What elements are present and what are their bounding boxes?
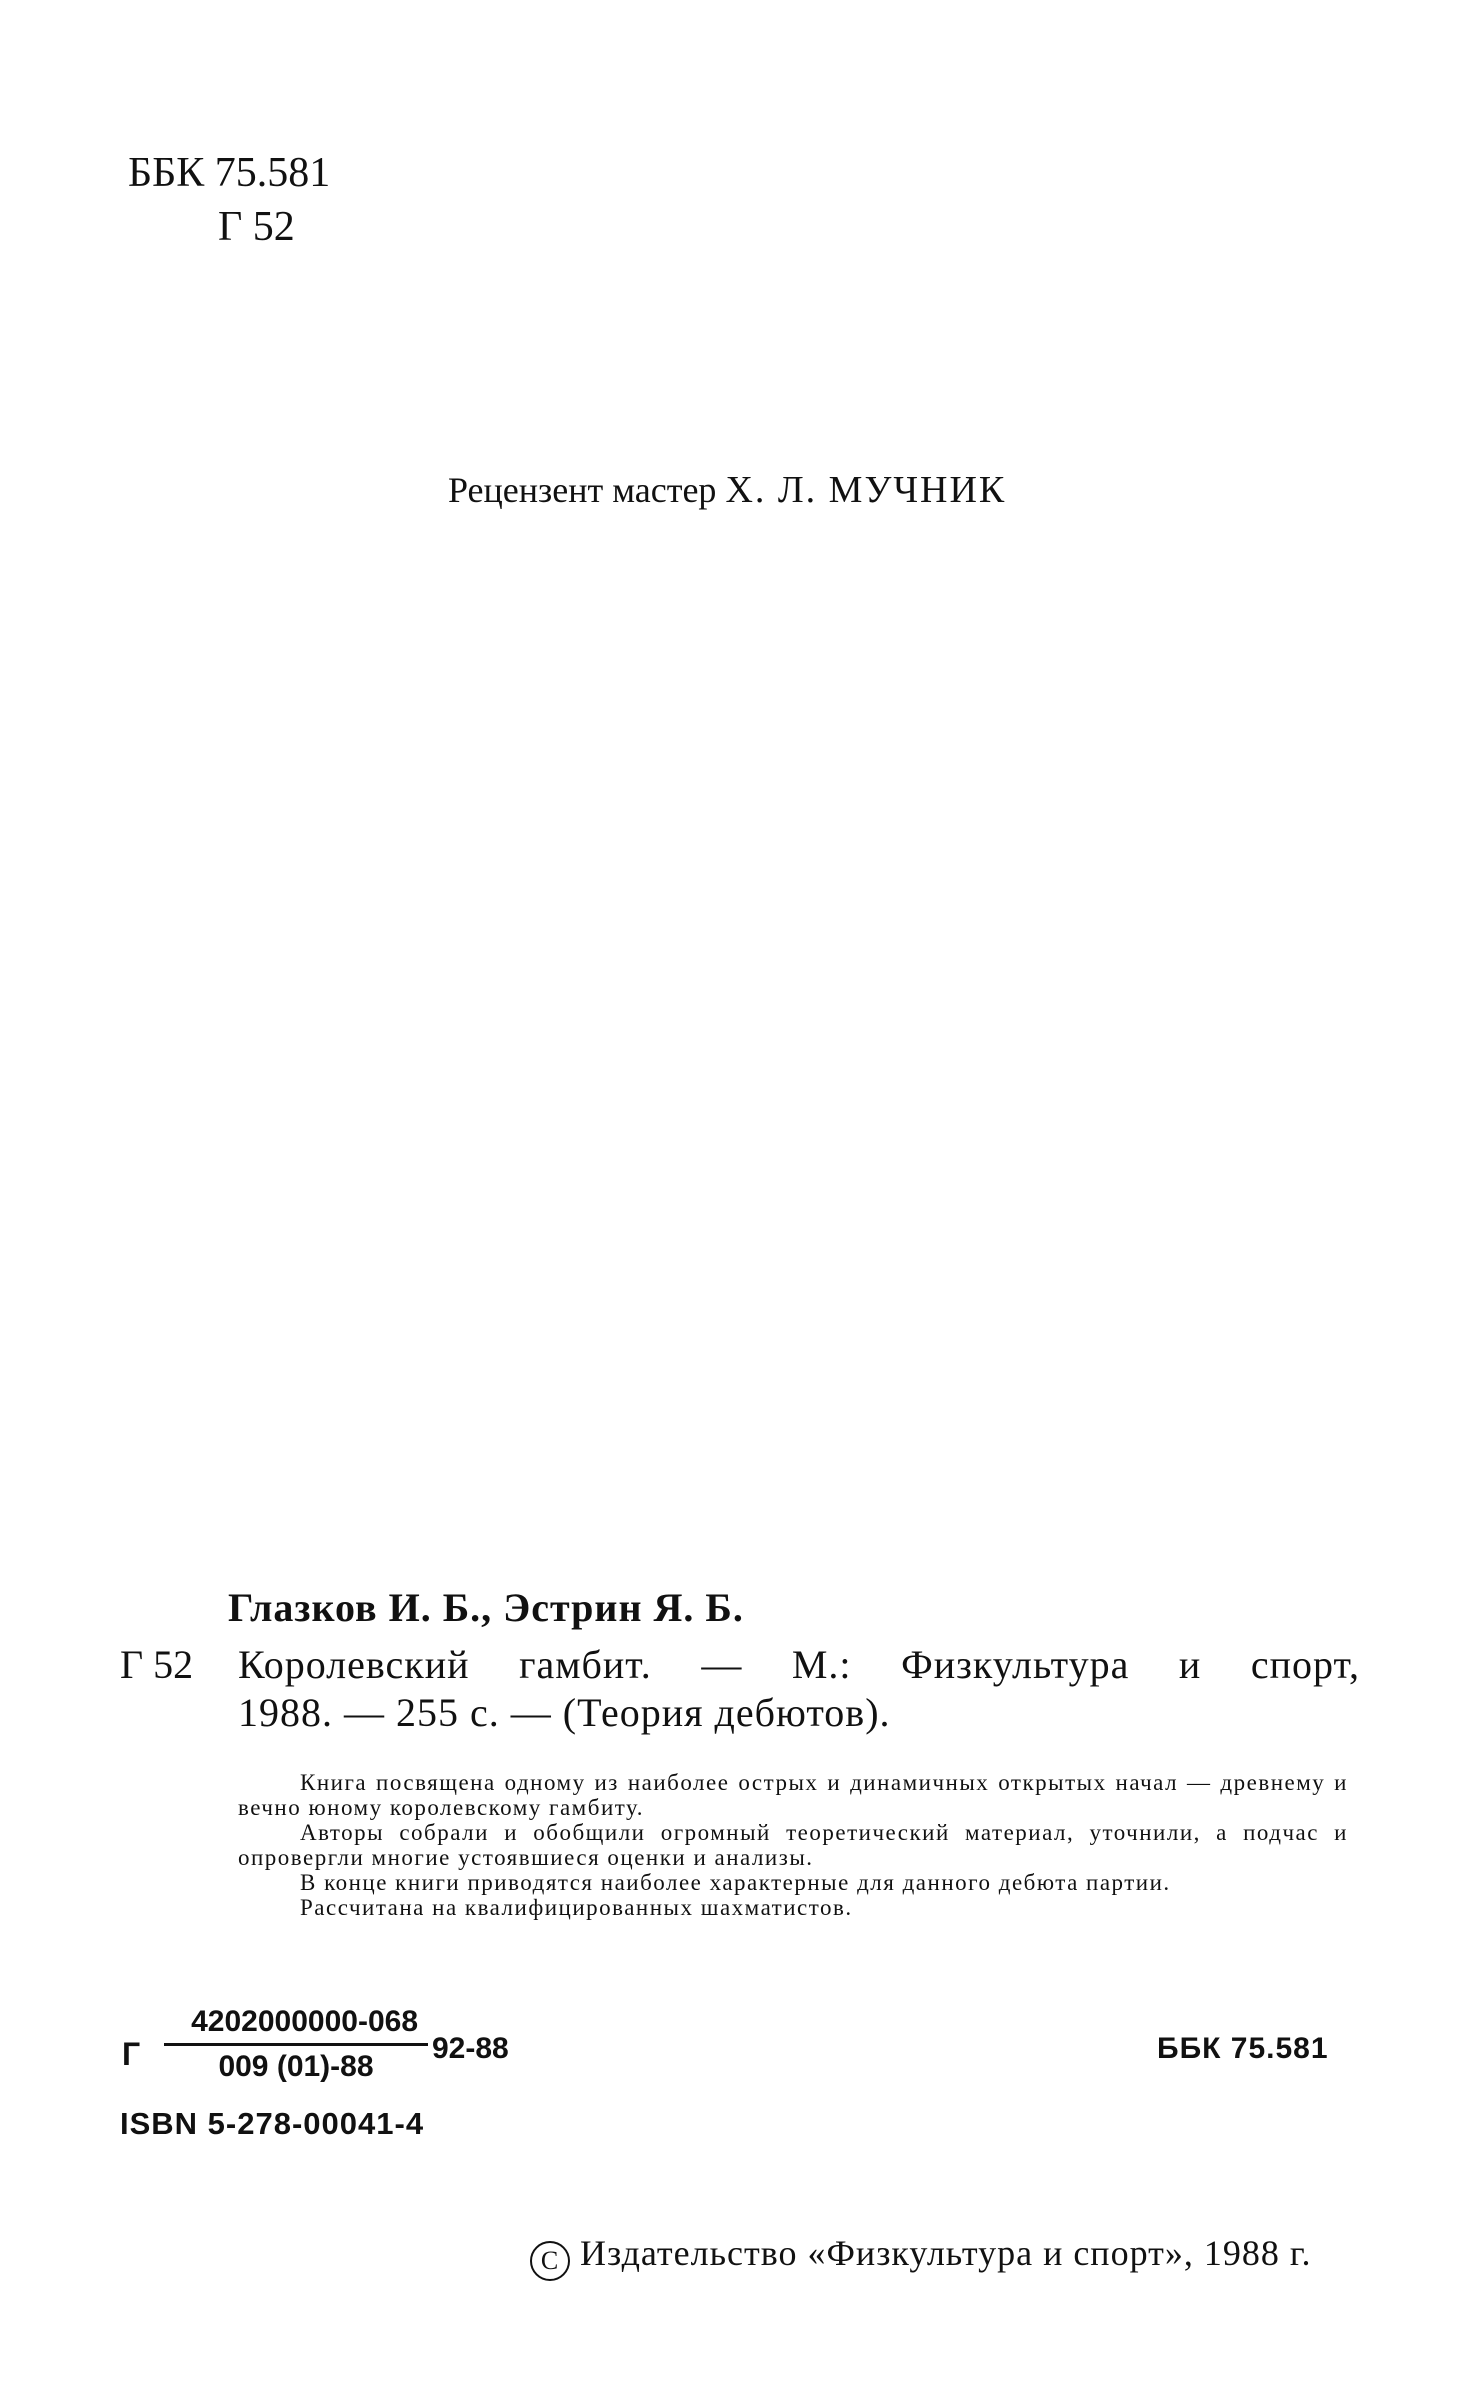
reviewer-line (448, 470, 1006, 510)
annotation-paragraph: В конце книги приводятся наиболее характерные для данного дебюта партии. (300, 1870, 1171, 1895)
isbn: ISBN 5-278-00041-4 (120, 2106, 425, 2141)
card-authors: Глазков И. Б., Эстрин Я. Б. (228, 1585, 744, 1630)
card-author-sign: Г 52 (120, 1642, 194, 1687)
code-letter: Г (122, 2036, 141, 2072)
reviewer-prefix: Рецензент мастер (448, 470, 717, 510)
copyright-line (530, 2233, 1312, 2281)
copyright-icon: C (530, 2241, 570, 2281)
bbk-classification-bottom: ББК 75.581 (1157, 2032, 1329, 2065)
author-sign: Г 52 (218, 204, 295, 250)
annotation-paragraph: Книга посвящена одному из наиболее острых и динамичных открытых начал — древнему и вечно юному королевскому гамбиту. (238, 1770, 1348, 1820)
code-numerator: 4202000000-068 (191, 2005, 418, 2038)
code-tail: 92-88 (432, 2032, 509, 2065)
fraction-bar (164, 2043, 428, 2046)
code-denominator: 009 (01)-88 (218, 2050, 374, 2083)
publisher-code-fraction (164, 2003, 428, 2086)
copyright-text: Издательство «Физкультура и спорт», 1988 г. (580, 2233, 1312, 2273)
annotation-paragraph: Рассчитана на квалифицированных шахматистов. (300, 1895, 853, 1920)
annotation-paragraph: Авторы собрали и обобщили огромный теоретический материал, уточнили, а подчас и опровергли многие устоявшиеся оценки и анализы. (238, 1820, 1348, 1870)
book-annotation (238, 1770, 1348, 1920)
card-imprint-line: 1988. — 255 с. — (Теория дебютов). (238, 1690, 891, 1735)
reviewer-name: Х. Л. МУЧНИК (725, 469, 1007, 511)
card-title-line: Королевский гамбит. — М.: Физкультура и спорт, (238, 1642, 1360, 1687)
bbk-classification: ББК 75.581 (128, 150, 331, 196)
